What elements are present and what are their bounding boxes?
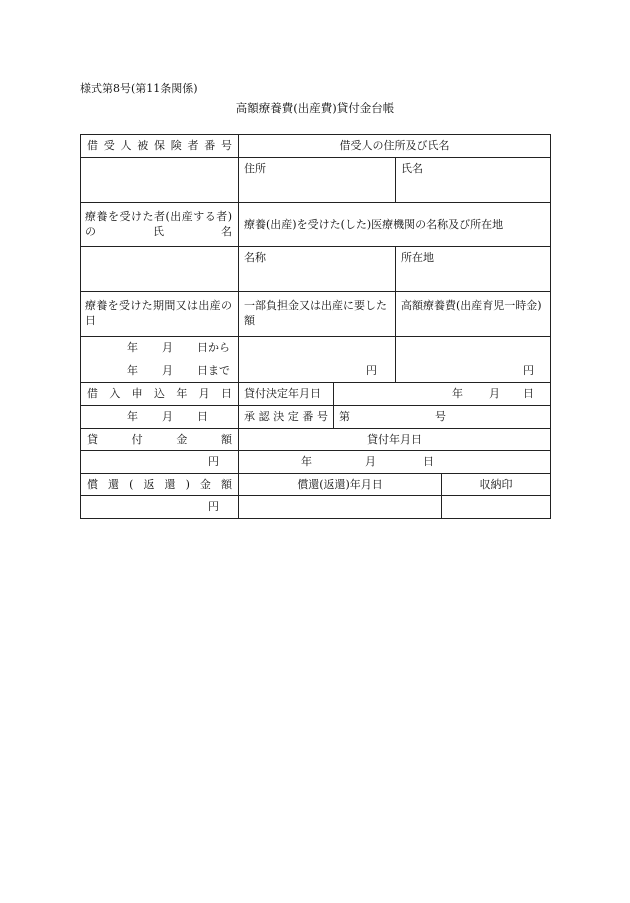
receipt-stamp-label: 収納印 xyxy=(479,478,513,491)
loan-month-unit: 月 xyxy=(365,455,376,468)
borrower-insured-number-label: 借受人被保険者番号 xyxy=(87,139,232,152)
application-year-unit: 年 xyxy=(127,410,138,423)
loan-amount-yen-unit: 円 xyxy=(208,455,219,468)
repayment-amount-label: 償還(返還)金額 xyxy=(87,478,232,491)
decision-day-unit: 日 xyxy=(523,387,534,400)
form-number-caption: 様式第8号(第11条関係) xyxy=(80,82,198,95)
patient-name-label: 療養を受けた者(出産する者)の氏名 xyxy=(85,210,232,238)
period-from-year: 年 xyxy=(127,341,138,354)
institution-header: 療養(出産)を受けた(した)医療機関の名称及び所在地 xyxy=(244,218,504,231)
row-divider xyxy=(80,336,551,337)
institution-location-label: 所在地 xyxy=(401,251,434,264)
decision-year-unit: 年 xyxy=(452,387,463,400)
table-border-top xyxy=(80,134,551,135)
table-border-bottom xyxy=(80,518,551,519)
period-from-day: 日から xyxy=(197,341,230,354)
row-divider xyxy=(80,450,551,451)
application-date-label: 借入申込年月日 xyxy=(87,387,232,400)
row-divider xyxy=(80,202,551,203)
period-to-year: 年 xyxy=(127,364,138,377)
application-month-unit: 月 xyxy=(162,410,173,423)
row-divider xyxy=(80,473,551,474)
row-divider xyxy=(80,495,551,496)
table-border-right xyxy=(550,134,551,519)
row-divider xyxy=(80,291,551,292)
row-divider xyxy=(80,246,551,247)
period-to-month: 月 xyxy=(162,364,173,377)
treatment-period-label: 療養を受けた期間又は出産の日 xyxy=(85,299,232,327)
form-title: 高額療養費(出産費)貸付金台帳 xyxy=(235,101,395,115)
repayment-date-label: 償還(返還)年月日 xyxy=(297,478,383,491)
approval-number-label: 承認決定番号 xyxy=(244,410,328,423)
high-cost-benefit-label: 高額療養費(出産育児一時金) xyxy=(401,299,542,312)
borrower-address-name-header: 借受人の住所及び氏名 xyxy=(339,139,450,152)
row-divider xyxy=(80,157,551,158)
loan-day-unit: 日 xyxy=(423,455,434,468)
row-divider xyxy=(80,382,551,383)
period-from-month: 月 xyxy=(162,341,173,354)
approval-number-suffix: 号 xyxy=(435,410,446,423)
period-to-day: 日まで xyxy=(197,364,230,377)
loan-ledger-table xyxy=(80,134,551,519)
loan-date-label: 貸付年月日 xyxy=(367,433,422,446)
column-divider xyxy=(238,134,239,519)
copay-label: 一部負担金又は出産に要した額 xyxy=(244,299,387,327)
column-divider xyxy=(395,157,396,202)
column-divider xyxy=(333,382,334,428)
repayment-yen-unit: 円 xyxy=(208,500,219,513)
decision-month-unit: 月 xyxy=(489,387,500,400)
application-day-unit: 日 xyxy=(197,410,208,423)
column-divider xyxy=(395,246,396,382)
loan-decision-date-label: 貸付決定年月日 xyxy=(244,387,321,400)
row-divider xyxy=(80,405,551,406)
row-divider xyxy=(80,428,551,429)
loan-year-unit: 年 xyxy=(301,455,312,468)
institution-name-label: 名称 xyxy=(244,251,266,264)
table-border-left xyxy=(80,134,81,519)
approval-number-prefix: 第 xyxy=(339,410,350,423)
high-cost-yen-unit: 円 xyxy=(523,364,534,377)
copay-yen-unit: 円 xyxy=(366,364,377,377)
loan-amount-label: 貸付金額 xyxy=(87,433,232,446)
address-label: 住所 xyxy=(244,162,266,175)
name-label: 氏名 xyxy=(401,162,423,175)
